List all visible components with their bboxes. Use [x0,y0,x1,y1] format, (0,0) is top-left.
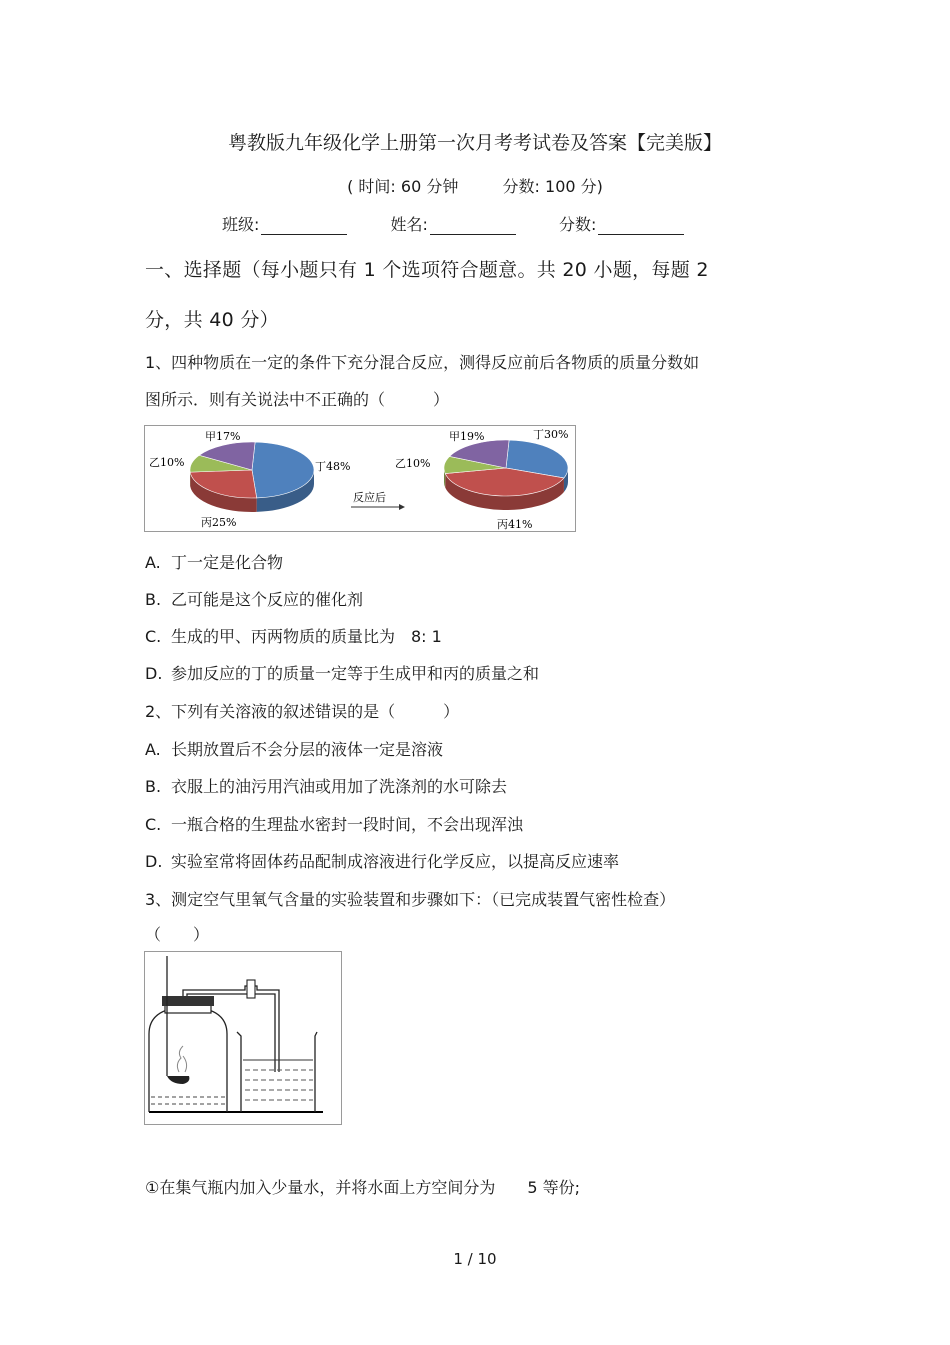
section-heading-line2: 分，共 40 分） [145,309,279,331]
option-text: 参加反应的丁的质量一定等于生成甲和丙的质量之和 [171,664,540,683]
score-blank-line [598,216,684,235]
combustion-spoon-cup [167,1076,189,1084]
option-key: B. [145,590,162,609]
apparatus-svg [145,952,341,1124]
q3-step1: ①在集气瓶内加入少量水，并将水面上方空间分为 5 等份; [145,1178,581,1197]
after-label-yi: 乙10% [395,457,431,470]
q2-option-a[interactable] [145,737,443,760]
option-key: A. [145,553,161,572]
before-label-bing: 丙25% [201,516,237,529]
exam-score: 分数: 100 分) [502,177,603,196]
q2-stem: 2、下列有关溶液的叙述错误的是（ ） [145,702,460,721]
q1-option-d[interactable] [145,661,539,684]
option-text: 长期放置后不会分层的液体一定是溶液 [171,740,444,759]
section-heading-line1: 一、选择题（每小题只有 1 个选项符合题意。共 20 小题，每题 2 [145,259,709,281]
score-label: 分数: [559,215,597,234]
after-label-bing: 丙41% [497,518,533,531]
spring-clip [247,980,255,998]
q2-option-d[interactable] [145,849,619,872]
q3-stem-line2: （ ） [145,925,210,944]
q1-stem-line1: 1、四种物质在一定的条件下充分混合反应，测得反应前后各物质的质量分数如 [145,353,700,372]
class-blank-line [261,216,347,235]
score-field [559,212,684,235]
rubber-stopper [162,996,214,1006]
q3-stem-line1: 3、测定空气里氧气含量的实验装置和步骤如下：（已完成装置气密性检查） [145,890,676,909]
arrow-label: 反应后 [353,491,386,504]
after-label-ding: 丁30% [533,428,569,441]
exam-time: ( 时间: 60 分钟 [347,177,459,196]
option-key: B. [145,777,162,796]
bottle-neck [165,1005,211,1013]
q2-option-b[interactable] [145,774,507,797]
before-label-jia: 甲17% [205,430,241,443]
q1-stem-line2: 图所示．则有关说法中不正确的（ ） [145,390,450,409]
student-info-blanks [222,212,722,235]
pie-chart-figure [144,425,576,532]
page-number: 1 / 10 [453,1250,497,1268]
option-text: 一瓶合格的生理盐水密封一段时间，不会出现浑浊 [171,815,524,834]
apparatus-figure [144,951,342,1125]
before-label-ding: 丁48% [315,460,351,473]
pie-charts-svg [145,426,575,531]
class-field [222,212,347,235]
name-label: 姓名: [390,215,428,234]
option-key: D. [145,852,163,871]
option-text: 实验室常将固体药品配制成溶液进行化学反应，以提高反应速率 [171,852,620,871]
exam-meta [0,174,950,197]
option-key: D. [145,664,163,683]
option-key: C. [145,627,162,646]
smoke-icon [177,1046,186,1072]
option-text: 丁一定是化合物 [171,553,284,572]
option-text: 衣服上的油污用汽油或用加了洗涤剂的水可除去 [171,777,508,796]
option-key: C. [145,815,162,834]
pie-after [444,440,568,510]
name-blank-line [430,216,516,235]
q1-option-c[interactable] [145,624,442,647]
option-text: 乙可能是这个反应的催化剂 [171,590,364,609]
class-label: 班级: [222,215,260,234]
option-key: A. [145,740,161,759]
q1-option-a[interactable] [145,550,283,573]
option-text: 生成的甲、丙两物质的质量比为 8: 1 [171,627,442,646]
page-title: 粤教版九年级化学上册第一次月考考试卷及答案【完美版】 [227,132,722,154]
pie-before [190,442,314,512]
before-label-yi: 乙10% [149,456,185,469]
reaction-arrow-head [399,504,405,510]
name-field [391,212,516,235]
q1-option-b[interactable] [145,587,363,610]
q2-option-c[interactable] [145,812,523,835]
after-label-jia: 甲19% [449,430,485,443]
